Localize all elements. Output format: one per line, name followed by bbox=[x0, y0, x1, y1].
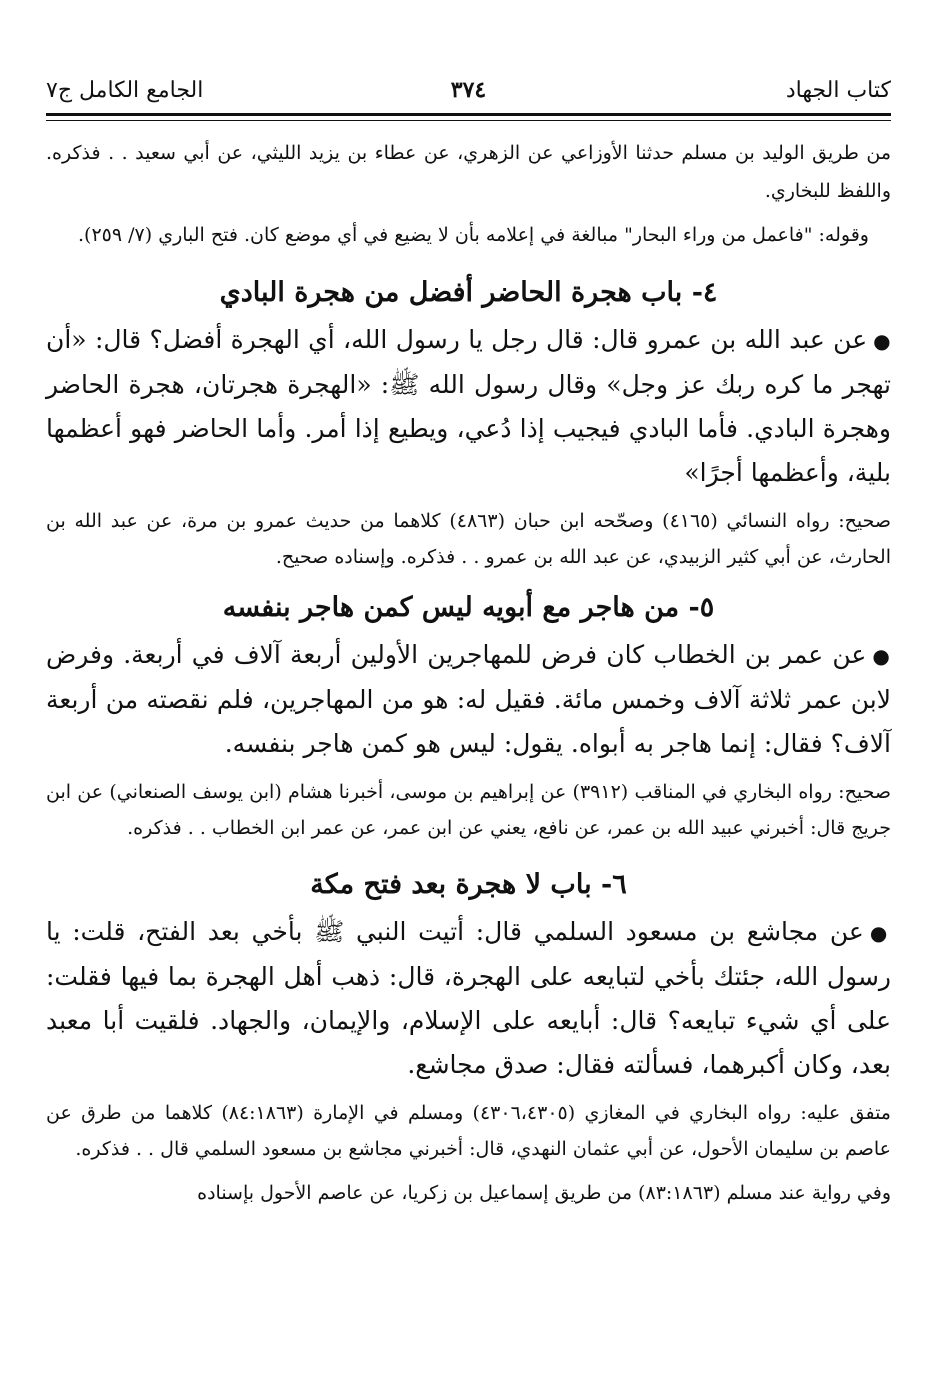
bullet-icon: ● bbox=[869, 921, 891, 945]
intro-paragraph: من طريق الوليد بن مسلم حدثنا الأوزاعي عن الزهري، عن عطاء بن يزيد الليثي، عن أبي سعيد . . فذكره. واللفظ للبخاري. bbox=[46, 142, 891, 202]
hadith-source-6: متفق عليه: رواه البخاري في المغازي (٤٣٠٦،٤٣٠٥) ومسلم في الإمارة (٨٤:١٨٦٣) كلاهما من طرق عن عاصم بن سليمان الأحول، عن أبي عثمان النهدي، قال: أخبرني مجاشع بن مسعود السلمي قال . . فذكره. bbox=[46, 1102, 891, 1160]
section-heading-4: ٤- باب هجرة الحاضر أفضل من هجرة البادي bbox=[219, 277, 718, 308]
section-heading-6: ٦- باب لا هجرة بعد فتح مكة bbox=[310, 869, 627, 900]
hadith-source-4: صحيح: رواه النسائي (٤١٦٥) وصحّحه ابن حبان (٤٨٦٣) كلاهما من حديث عمرو بن مرة، عن عبد الله بن الحارث، عن أبي كثير الزبيدي، عن عبد الله بن عمرو . . فذكره. وإسناده صحيح. bbox=[46, 510, 892, 568]
section-heading-5: ٥- من هاجر مع أبويه ليس كمن هاجر بنفسه bbox=[222, 592, 715, 623]
header-chapter-title: كتاب الجهاد bbox=[785, 77, 891, 103]
continuation-paragraph: وفي رواية عند مسلم (٨٣:١٨٦٣) من طريق إسماعيل بن زكريا، عن عاصم الأحول بإسناده bbox=[197, 1182, 891, 1204]
commentary-paragraph: وقوله: "فاعمل من وراء البحار" مبالغة في إعلامه بأن لا يضيع في أي موضع كان. فتح الباري (٧/ ٢٥٩). bbox=[78, 224, 869, 246]
bullet-icon: ● bbox=[873, 329, 892, 353]
bullet-icon: ● bbox=[872, 644, 892, 668]
hadith-source-5: صحيح: رواه البخاري في المناقب (٣٩١٢) عن إبراهيم بن موسى، أخبرنا هشام (ابن يوسف الصنعاني) عن ابن جريج قال: أخبرني عبيد الله بن عمر، عن نافع، يعني عن ابن عمر، عن عمر ابن الخطاب . . فذكره. bbox=[46, 781, 891, 839]
header-rule-thick bbox=[46, 113, 891, 116]
header-rule-thin bbox=[46, 120, 891, 121]
hadith-text-6: ●عن مجاشع بن مسعود السلمي قال: أتيت النبي ﷺ بأخي بعد الفتح، قلت: يا رسول الله، جئتك بأخي لتبايعه على الهجرة، قال: ذهب أهل الهجرة بما فيها فقلت: على أي شيء تبايعه؟ قال: أبايعه على الإسلام، والإيمان، والجهاد. فلقيت أبا معبد بعد، وكان أكبرهما، فسألته فقال: صدق مجاشع. bbox=[46, 917, 891, 1079]
running-header bbox=[46, 70, 891, 110]
page-content bbox=[46, 134, 891, 1211]
header-book-title: الجامع الكامل ج٧ bbox=[46, 77, 204, 103]
hadith-text-4: ●عن عبد الله بن عمرو قال: قال رجل يا رسول الله، أي الهجرة أفضل؟ قال: «أن تهجر ما كره ربك عز وجل» وقال رسول الله ﷺ: «الهجرة هجرتان، هجرة الحاضر وهجرة البادي. فأما البادي فيجيب إذا دُعي، ويطيع إذا أمر. وأما الحاضر فهو أعظمها بلية، وأعظمها أجرًا» bbox=[46, 325, 892, 487]
page-number: ٣٧٤ bbox=[450, 77, 487, 103]
hadith-text-5: ●عن عمر بن الخطاب كان فرض للمهاجرين الأولين أربعة آلاف في أربعة. وفرض لابن عمر ثلاثة آلاف وخمس مائة. فقيل له: هو من المهاجرين، فلم نقصته من أربعة آلاف؟ فقال: إنما هاجر به أبواه. يقول: ليس هو كمن هاجر بنفسه. bbox=[46, 640, 892, 758]
